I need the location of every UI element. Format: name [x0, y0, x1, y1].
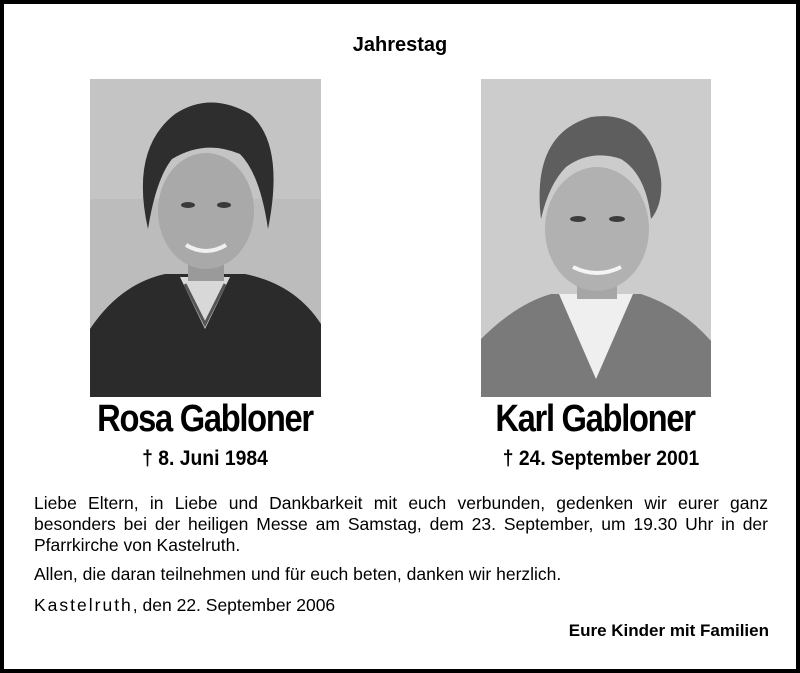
- signature: Eure Kinder mit Familien: [568, 621, 769, 640]
- portrait-woman-image: [90, 79, 321, 397]
- place-date-line: [34, 595, 335, 616]
- portrait-man-image: [481, 79, 711, 397]
- person-name-rosa: Rosa Gabloner: [97, 398, 313, 440]
- notice-body-text: [34, 493, 768, 556]
- date-text: , den 22. September 2006: [132, 595, 336, 615]
- portrait-photo-rosa: [90, 79, 321, 397]
- death-date-karl: † 24. September 2001: [502, 447, 700, 470]
- notice-heading: Jahrestag: [352, 34, 448, 56]
- person-name-karl: Karl Gabloner: [495, 398, 695, 440]
- thanks-line: Allen, die daran teilnehmen und für euch beten, danken wir herzlich.: [34, 564, 562, 584]
- death-date-rosa: † 8. Juni 1984: [142, 447, 268, 470]
- portrait-photo-karl: [481, 79, 711, 397]
- memorial-mass-paragraph: Liebe Eltern, in Liebe und Dankbarkeit mit euch verbunden, gedenken wir eurer ganz besonders bei der heiligen Messe am Samstag, dem 23. September, um 19.30 Uhr in der Pfarrkirche von Kastelruth.: [34, 493, 768, 555]
- place-name: Kastelruth: [34, 595, 133, 615]
